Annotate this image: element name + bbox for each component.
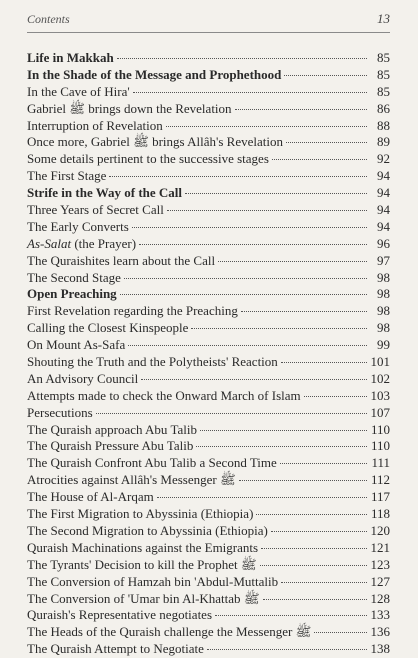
dot-leader <box>256 514 367 515</box>
toc-entry <box>27 455 390 472</box>
dot-leader <box>124 278 367 279</box>
dot-leader <box>128 345 367 346</box>
toc-entry <box>27 185 390 202</box>
toc-entry-title: The Quraishites learn about the Call <box>27 252 216 268</box>
dot-leader <box>191 328 367 329</box>
toc-entry-page: 85 <box>377 66 390 82</box>
toc-entry-title: In the Shade of the Message and Prophethood <box>27 66 282 82</box>
toc-entry-title: Quraish Machinations against the Emigrants <box>27 539 259 555</box>
toc-entry-page: 112 <box>370 472 390 488</box>
toc-entry-title: Three Years of Secret Call <box>27 202 164 218</box>
toc-entry-title: Interruption of Revelation <box>27 117 163 133</box>
dot-leader <box>141 379 367 380</box>
toc-entry <box>27 253 390 270</box>
dot-leader <box>215 615 367 616</box>
dot-leader <box>117 58 367 59</box>
toc-entry-title: Life in Makkah <box>27 50 114 65</box>
toc-entry-page: 120 <box>370 522 390 538</box>
toc-entry-page: 86 <box>377 100 390 116</box>
toc-entry-page: 94 <box>377 202 390 218</box>
toc-entry-page: 98 <box>377 303 390 319</box>
dot-leader <box>132 227 367 228</box>
toc-entry-page: 97 <box>377 252 390 268</box>
toc-entry-page: 110 <box>370 421 390 437</box>
toc-entry <box>27 118 390 135</box>
toc-entry-page: 138 <box>370 641 390 657</box>
dot-leader <box>304 396 367 397</box>
toc-entry-title: Calling the Closest Kinspeople <box>27 320 189 336</box>
toc-entry-title: The Second Stage <box>27 269 121 285</box>
toc-entry-page: 94 <box>377 168 390 184</box>
toc-entry <box>27 50 390 67</box>
toc-entry-page: 94 <box>377 218 390 234</box>
toc-entry-page: 128 <box>370 590 390 606</box>
toc-entry-page: 85 <box>377 83 390 99</box>
toc-entry-title: The Quraish approach Abu Talib <box>27 421 197 437</box>
toc-entry <box>27 405 390 422</box>
toc-entry-page: 101 <box>370 354 390 370</box>
toc-entry <box>27 591 390 608</box>
toc-entry-page: 88 <box>377 117 390 133</box>
dot-leader <box>280 463 367 464</box>
toc-entry <box>27 101 390 118</box>
toc-entry-title: The First Migration to Abyssinia (Ethiopia) <box>27 506 254 522</box>
toc-entry <box>27 624 390 641</box>
dot-leader <box>281 362 367 363</box>
toc-entry-title: The First Stage <box>27 168 107 184</box>
dot-leader <box>109 176 367 177</box>
toc-entry-page: 89 <box>377 134 390 150</box>
dot-leader <box>185 193 367 194</box>
dot-leader <box>218 261 367 262</box>
dot-leader <box>200 430 367 431</box>
toc-entry <box>27 151 390 168</box>
toc-entry-title: First Revelation regarding the Preaching <box>27 303 238 319</box>
toc-entry-title: Attempts made to check the Onward March of Islam <box>27 387 301 403</box>
toc-entry <box>27 574 390 591</box>
header-section-title: Contents <box>27 12 70 26</box>
toc-entry-title: Open Preaching <box>27 286 117 302</box>
dot-leader <box>96 413 367 414</box>
running-header <box>27 4 390 33</box>
toc-entry-page: 121 <box>370 539 390 555</box>
toc-entry-title: The Conversion of Hamzah bin 'Abdul-Muttalib <box>27 573 279 589</box>
toc-entry-page: 94 <box>377 185 390 201</box>
toc-entry <box>27 506 390 523</box>
dot-leader <box>133 92 367 93</box>
toc-entry-page: 102 <box>370 370 390 386</box>
toc-entry-page: 117 <box>370 489 390 505</box>
table-of-contents <box>27 50 390 658</box>
dot-leader <box>235 109 367 110</box>
dot-leader <box>239 480 367 481</box>
dot-leader <box>166 126 367 127</box>
dot-leader <box>157 497 367 498</box>
toc-entry-title: The Heads of the Quraish challenge the Messenger ﷺ <box>27 624 312 640</box>
dot-leader <box>241 311 367 312</box>
toc-entry <box>27 202 390 219</box>
toc-entry <box>27 236 390 253</box>
toc-entry <box>27 641 390 658</box>
dot-leader <box>281 582 367 583</box>
toc-entry-title: The Conversion of 'Umar bin Al-Khattab ﷺ <box>27 590 260 606</box>
toc-entry-title: The Quraish Attempt to Negotiate <box>27 641 204 657</box>
toc-entry-title: Quraish's Representative negotiates <box>27 607 213 623</box>
toc-entry-page: 110 <box>370 438 390 454</box>
toc-entry-title: The Quraish Confront Abu Talib a Second Time <box>27 455 277 471</box>
toc-entry-page: 136 <box>370 624 390 640</box>
toc-entry <box>27 438 390 455</box>
toc-entry-page: 99 <box>377 337 390 353</box>
toc-entry <box>27 354 390 371</box>
dot-leader <box>167 210 367 211</box>
toc-entry-title: On Mount As-Safa <box>27 337 126 353</box>
dot-leader <box>196 446 367 447</box>
dot-leader <box>261 548 367 549</box>
toc-entry <box>27 523 390 540</box>
toc-entry <box>27 286 390 303</box>
dot-leader <box>207 649 367 650</box>
toc-entry <box>27 320 390 337</box>
dot-leader <box>314 632 367 633</box>
toc-entry-page: 127 <box>370 573 390 589</box>
toc-entry-title: The Early Converts <box>27 218 129 234</box>
toc-entry-title: The Second Migration to Abyssinia (Ethiopia) <box>27 522 268 538</box>
toc-entry-title: In the Cave of Hira' <box>27 83 130 99</box>
toc-entry-page: 96 <box>377 235 390 251</box>
toc-entry-page: 98 <box>377 286 390 302</box>
dot-leader <box>286 142 367 143</box>
toc-entry-title: Strife in the Way of the Call <box>27 185 183 201</box>
toc-entry-page: 133 <box>370 607 390 623</box>
toc-entry <box>27 84 390 101</box>
toc-entry-page: 118 <box>370 506 390 522</box>
dot-leader <box>139 244 367 245</box>
toc-entry-title: The Quraish Pressure Abu Talib <box>27 438 194 454</box>
toc-entry <box>27 270 390 287</box>
toc-entry <box>27 540 390 557</box>
toc-entry-page: 92 <box>377 151 390 167</box>
toc-entry <box>27 134 390 151</box>
toc-entry <box>27 303 390 320</box>
toc-entry <box>27 168 390 185</box>
toc-entry-title: Persecutions <box>27 404 93 420</box>
toc-entry-title <box>27 236 136 253</box>
toc-entry-title: The House of Al-Arqam <box>27 489 154 505</box>
dot-leader <box>284 75 367 76</box>
toc-entry <box>27 472 390 489</box>
toc-entry <box>27 557 390 574</box>
toc-entry-title: Gabriel ﷺ brings down the Revelation <box>27 100 232 116</box>
toc-entry <box>27 607 390 624</box>
toc-entry-title: An Advisory Council <box>27 370 139 386</box>
toc-entry-page: 123 <box>370 556 390 572</box>
toc-entry-title: The Tyrants' Decision to kill the Prophet ﷺ <box>27 556 257 572</box>
toc-entry <box>27 67 390 84</box>
toc-entry-title-suffix: (the Prayer) <box>71 235 137 251</box>
dot-leader <box>263 599 367 600</box>
toc-entry <box>27 337 390 354</box>
toc-entry-page: 111 <box>371 455 390 471</box>
toc-entry-page: 107 <box>370 404 390 420</box>
toc-entry <box>27 371 390 388</box>
header-page-number: 13 <box>377 11 390 26</box>
toc-entry-title-italic: As-Salat <box>27 235 72 251</box>
toc-entry <box>27 219 390 236</box>
toc-entry-title: Once more, Gabriel ﷺ brings Allâh's Revelation <box>27 134 283 150</box>
dot-leader <box>120 294 367 295</box>
dot-leader <box>271 531 367 532</box>
toc-entry <box>27 422 390 439</box>
toc-entry-title: Some details pertinent to the successive stages <box>27 151 269 167</box>
toc-entry-page: 98 <box>377 320 390 336</box>
toc-entry <box>27 388 390 405</box>
dot-leader <box>272 159 367 160</box>
toc-entry <box>27 489 390 506</box>
toc-entry-page: 98 <box>377 269 390 285</box>
toc-entry-page: 103 <box>370 387 390 403</box>
dot-leader <box>260 565 367 566</box>
toc-entry-title: Shouting the Truth and the Polytheists' Reaction <box>27 354 278 370</box>
toc-entry-page: 85 <box>377 50 390 65</box>
toc-entry-title: Atrocities against Allâh's Messenger ﷺ <box>27 472 236 488</box>
